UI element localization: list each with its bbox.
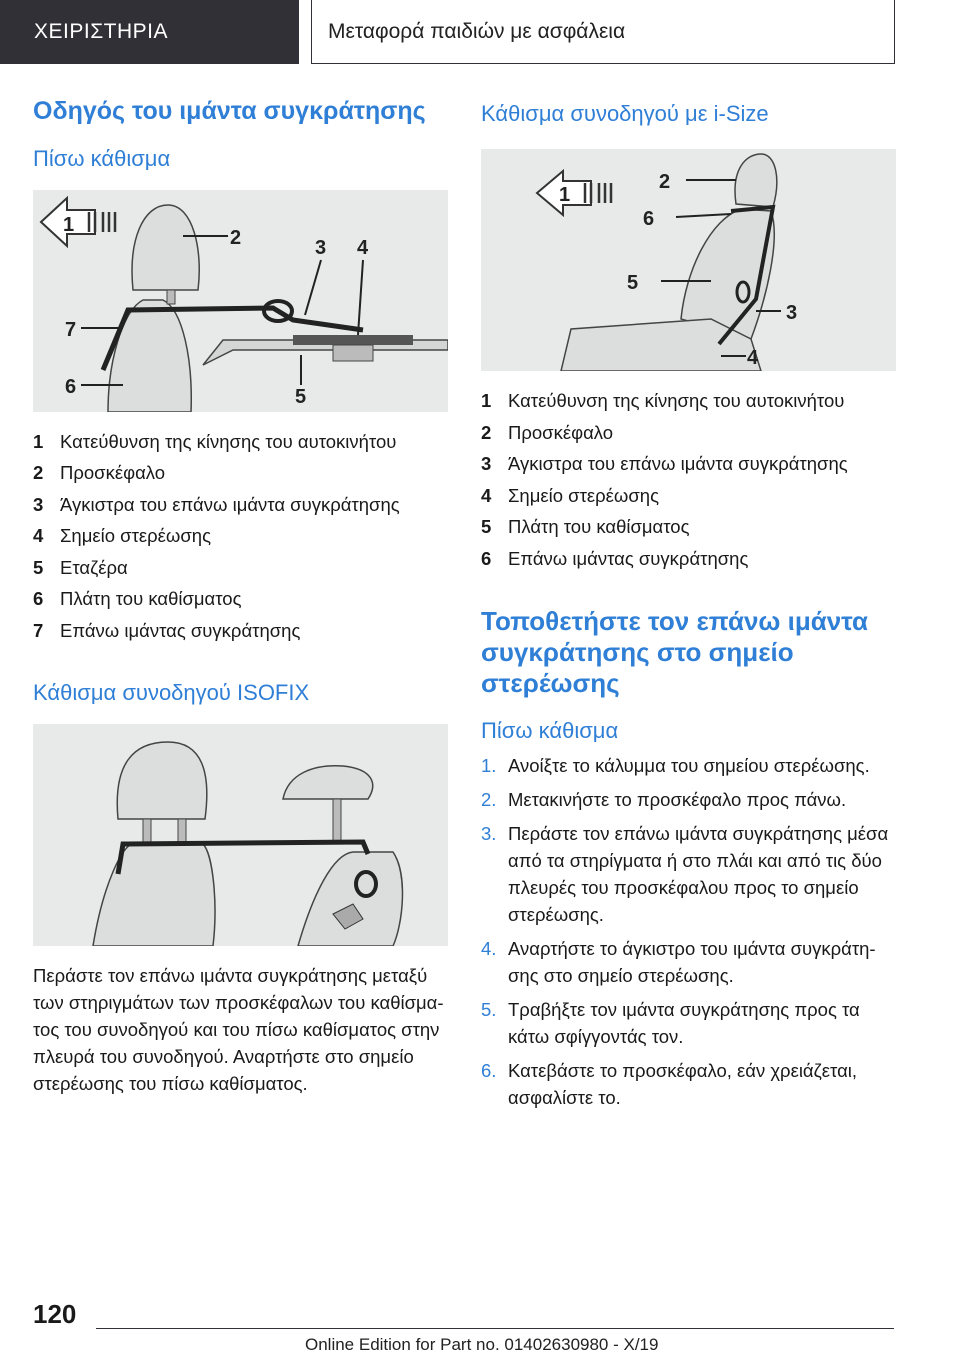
- anchor-section-title: Τοποθετήστε τον επάνω ιμάντα συγκράτησης στο σημείο στερέωσης: [481, 606, 869, 699]
- legend-item: 7 Επάνω ιμάντας συγκράτησης: [33, 619, 301, 641]
- legend-item: 3 Άγκιστρα του επάνω ιμάντα συγκράτησης: [33, 493, 400, 515]
- legend-item: 5 Πλάτη του καθίσματος: [481, 516, 690, 537]
- left-column: [33, 95, 448, 1097]
- header-chapter: [311, 0, 895, 64]
- right-column: [481, 101, 896, 1118]
- figure3-label-6: 6: [643, 208, 655, 230]
- tether-rear-seat-illustration: [33, 190, 448, 412]
- figure3-label-5: 5: [627, 272, 639, 294]
- legend-item: 4 Σημείο στερέωσης: [481, 484, 659, 506]
- step-item: 2. Μετακινήστε το προσκέφαλο προς πάνω.: [481, 788, 847, 810]
- legend-item: 6 Επάνω ιμάντας συγκράτησης: [481, 547, 749, 569]
- tether-rear-seat-figure: [33, 190, 448, 412]
- step-item: 6. Κατεβάστε το προσκέφαλο, εάν χρειάζεται, ασφαλίστε το.: [481, 1059, 858, 1108]
- isize-title: Κάθισμα συνοδηγού με i-Size: [481, 101, 769, 126]
- legend-item: 2 Προσκέφαλο: [481, 421, 614, 443]
- legend-rear-seat: [33, 426, 448, 647]
- anchor-steps: [481, 752, 896, 1111]
- figure3-label-1: 1: [559, 184, 571, 206]
- legend-item: 1 Κατεύθυνση της κίνησης του αυτοκινήτου: [481, 390, 845, 411]
- step-item: 3. Περάστε τον επάνω ιμάντα συγκράτησης μέσα από τα στηρίγματα ή στο πλάι και από τις δύο πλευρές του προσκέφαλου προς το σημείο στερέωσης.: [481, 822, 889, 925]
- figure3-label-4: 4: [747, 347, 759, 369]
- legend-item: 3 Άγκιστρα του επάνω ιμάντα συγκράτησης: [481, 453, 848, 474]
- figure1-label-5: 5: [295, 385, 307, 408]
- legend-isize: [481, 385, 896, 574]
- isofix-illustration: [33, 724, 448, 946]
- figure1-label-6: 6: [65, 375, 77, 398]
- page-title: Οδηγός του ιμάντα συγκράτησης: [33, 97, 426, 125]
- figure1-label-1: 1: [63, 213, 75, 236]
- anchor-rear-seat-subtitle: Πίσω κάθισμα: [481, 717, 619, 743]
- legend-item: 6 Πλάτη του καθίσματος: [33, 588, 242, 609]
- header-chapter-label: Μεταφορά παιδιών με ασφάλεια: [328, 19, 626, 43]
- figure1-label-2: 2: [230, 226, 242, 249]
- step-item: 5. Τραβήξτε τον ιμάντα συγκράτησης προς τα κάτω σφίγγοντάς τον.: [481, 998, 860, 1047]
- legend-item: 2 Προσκέφαλο: [33, 462, 166, 483]
- figure1-label-4: 4: [357, 236, 369, 259]
- step-item: 1. Ανοίξτε το κάλυμμα του σημείου στερέωσης.: [481, 754, 870, 776]
- figure3-label-3: 3: [786, 302, 798, 324]
- legend-item: 1 Κατεύθυνση της κίνησης του αυτοκινήτου: [33, 430, 397, 452]
- step-item: 4. Αναρτήστε το άγκιστρο του ιμάντα συγκράτησης στο σημείο στερέωσης.: [481, 937, 876, 986]
- figure1-label-3: 3: [315, 236, 327, 259]
- figure3-label-2: 2: [659, 171, 671, 193]
- isofix-figure: [33, 724, 448, 946]
- legend-item: 4 Σημείο στερέωσης: [33, 525, 211, 546]
- figure1-label-7: 7: [65, 318, 77, 341]
- isofix-title: Κάθισμα συνοδηγού ISOFIX: [33, 680, 310, 705]
- footer-edition: Online Edition for Part no. 01402630980 - X/19: [305, 1335, 659, 1354]
- header-section: [0, 0, 299, 64]
- rear-seat-subtitle: Πίσω κάθισμα: [33, 145, 171, 171]
- header-section-label: ΧΕΙΡΙΣΤΗΡΙΑ: [34, 20, 169, 43]
- legend-item: 5 Εταζέρα: [33, 556, 128, 578]
- isofix-instructions: Περάστε τον επάνω ιμάντα συγκράτησης μεταξύ των στηριγμάτων των προσκέφαλων του καθίσματος του συνοδηγού και του πίσω καθίσματος στην πλευρά του συνοδηγού. Αναρτήστε στο σημείο στερέωσης του πίσω καθίσματος.: [33, 965, 444, 1094]
- isize-illustration: [481, 149, 896, 371]
- footer-divider: [96, 1328, 894, 1329]
- isize-figure: [481, 149, 896, 371]
- page-number: 120: [33, 1299, 77, 1329]
